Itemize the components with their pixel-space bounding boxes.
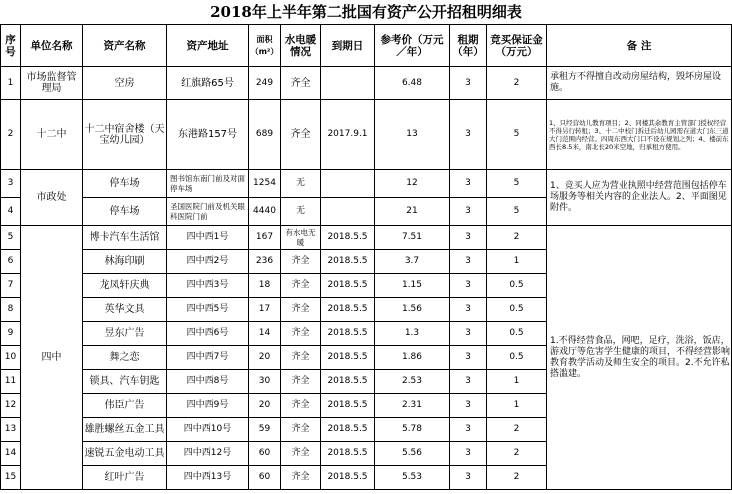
cell-utilities: 齐全 [281,394,321,418]
cell-asset-name: 昱东广告 [83,322,167,346]
cell-term: 3 [450,442,487,466]
table-row [1,226,732,250]
cell-term: 3 [450,100,487,170]
cell-ref-price: 13 [375,100,450,170]
cell-utilities: 齐全 [281,442,321,466]
cell-deposit: 1 [487,370,547,394]
cell-area: 17 [249,298,281,322]
cell-utilities: 有水电无暖 [281,226,321,250]
cell-area: 59 [249,418,281,442]
cell-utilities: 齐全 [281,274,321,298]
cell-term: 3 [450,370,487,394]
cell-asset-name: 空房 [83,67,167,100]
cell-due-date: 2018.5.5 [321,298,375,322]
cell-area: 20 [249,346,281,370]
cell-asset-addr: 圣国医院门前及机关眼科医院门前 [167,198,249,226]
cell-ref-price: 1.56 [375,298,450,322]
cell-seq: 8 [1,298,21,322]
cell-asset-name: 英华文具 [83,298,167,322]
table-row [1,67,732,100]
cell-area: 1254 [249,170,281,198]
header-utilities: 水电暖情况 [281,25,321,67]
cell-area: 60 [249,442,281,466]
cell-utilities: 齐全 [281,466,321,490]
cell-asset-name: 舞之恋 [83,346,167,370]
cell-due-date: 2018.5.5 [321,370,375,394]
cell-term: 3 [450,198,487,226]
cell-term: 3 [450,394,487,418]
cell-asset-addr: 四中西8号 [167,370,249,394]
header-remarks: 备 注 [547,25,732,67]
cell-asset-name: 停车场 [83,198,167,226]
cell-ref-price: 6.48 [375,67,450,100]
cell-utilities: 齐全 [281,370,321,394]
cell-deposit: 1 [487,394,547,418]
cell-area: 167 [249,226,281,250]
cell-asset-name: 锁具、汽车钥匙 [83,370,167,394]
cell-ref-price: 2.53 [375,370,450,394]
cell-term: 3 [450,67,487,100]
cell-area: 689 [249,100,281,170]
cell-deposit: 5 [487,100,547,170]
cell-deposit: 2 [487,418,547,442]
cell-deposit: 5 [487,170,547,198]
cell-due-date: 2018.5.5 [321,418,375,442]
cell-unit: 市场监督管理局 [21,67,83,100]
cell-remark: 1、只经营幼儿教育项目；2、同楼其余教育主管部门授权经营不得另行转租；3、十二中校门拆迁后幼儿园需在道大门东三道大门范围内经营。四周东西大门口不设在规划之列；4、楼前东西长8.5米，南北长20米空地，归承租方使用。 [547,100,732,170]
cell-deposit: 2 [487,466,547,490]
cell-due-date: 2018.5.5 [321,442,375,466]
cell-deposit: 0.5 [487,322,547,346]
cell-ref-price: 5.53 [375,466,450,490]
cell-term: 3 [450,250,487,274]
cell-seq: 10 [1,346,21,370]
cell-utilities: 齐全 [281,100,321,170]
rental-table [0,24,732,490]
cell-asset-addr: 四中西7号 [167,346,249,370]
cell-seq: 13 [1,418,21,442]
cell-due-date: 2018.5.5 [321,274,375,298]
cell-seq: 1 [1,67,21,100]
cell-utilities: 齐全 [281,298,321,322]
cell-term: 3 [450,346,487,370]
cell-utilities: 齐全 [281,322,321,346]
cell-asset-name: 停车场 [83,170,167,198]
cell-asset-name: 雄胜螺丝五金工具 [83,418,167,442]
cell-seq: 9 [1,322,21,346]
cell-due-date [321,67,375,100]
table-row [1,100,732,170]
header-area: 面积（m²） [249,25,281,67]
cell-asset-addr: 东港路157号 [167,100,249,170]
cell-term: 3 [450,170,487,198]
cell-deposit: 2 [487,67,547,100]
cell-area: 236 [249,250,281,274]
cell-asset-addr: 四中西5号 [167,298,249,322]
cell-deposit: 2 [487,226,547,250]
cell-asset-addr: 四中西1号 [167,226,249,250]
cell-remark: 1、竞买人应为营业执照中经营范围包括停车场服务等相关内容的企业法人。2、平面图见附件。 [547,170,732,226]
cell-seq: 14 [1,442,21,466]
cell-seq: 4 [1,198,21,226]
header-row [1,25,732,67]
cell-ref-price: 5.78 [375,418,450,442]
cell-deposit: 5 [487,198,547,226]
cell-utilities: 无 [281,170,321,198]
cell-seq: 2 [1,100,21,170]
cell-asset-name: 林海印刷 [83,250,167,274]
cell-ref-price: 1.3 [375,322,450,346]
cell-deposit: 1 [487,250,547,274]
cell-asset-name: 十二中宿舍楼（天宝幼儿园） [83,100,167,170]
cell-asset-addr: 四中西6号 [167,322,249,346]
cell-ref-price: 3.7 [375,250,450,274]
cell-utilities: 齐全 [281,250,321,274]
cell-remark: 承租方不得擅自改动房屋结构，毁坏房屋设施。 [547,67,732,100]
cell-due-date [321,170,375,198]
cell-deposit: 0.5 [487,298,547,322]
table-row [1,170,732,198]
cell-area: 20 [249,394,281,418]
header-deposit: 竞买保证金（万元） [487,25,547,67]
cell-ref-price: 1.15 [375,274,450,298]
cell-asset-addr: 红旗路65号 [167,67,249,100]
header-seq: 序号 [1,25,21,67]
cell-asset-name: 博卡汽车生活馆 [83,226,167,250]
cell-seq: 6 [1,250,21,274]
header-unit: 单位名称 [21,25,83,67]
cell-term: 3 [450,418,487,442]
cell-area: 14 [249,322,281,346]
cell-due-date: 2018.5.5 [321,346,375,370]
cell-asset-name: 伟臣广告 [83,394,167,418]
cell-unit: 市政处 [21,170,83,226]
page-title: 2018年上半年第二批国有资产公开招租明细表 [210,3,522,21]
cell-area: 249 [249,67,281,100]
cell-seq: 3 [1,170,21,198]
cell-term: 3 [450,226,487,250]
cell-asset-addr: 四中西10号 [167,418,249,442]
cell-deposit: 2 [487,442,547,466]
cell-term: 3 [450,274,487,298]
cell-due-date [321,198,375,226]
cell-deposit: 0.5 [487,274,547,298]
cell-asset-name: 红叶广告 [83,466,167,490]
cell-area: 18 [249,274,281,298]
header-ref-price: 参考价（万元／年） [375,25,450,67]
cell-seq: 15 [1,466,21,490]
cell-utilities: 齐全 [281,346,321,370]
cell-ref-price: 5.56 [375,442,450,466]
cell-area: 30 [249,370,281,394]
header-term: 租期（年） [450,25,487,67]
cell-seq: 12 [1,394,21,418]
cell-due-date: 2018.5.5 [321,466,375,490]
cell-asset-name: 龙凤轩庆典 [83,274,167,298]
cell-asset-addr: 图书馆东南门前及对面停车场 [167,170,249,198]
cell-remark: 1.不得经营食品，网吧，足疗，洗浴，饭店，游戏厅等危害学生健康的项目，不得经营影响教育教学活动及师生安全的项目。2.不允许私搭滥建。 [547,226,732,490]
cell-area: 4440 [249,198,281,226]
cell-asset-addr: 四中西13号 [167,466,249,490]
cell-term: 3 [450,466,487,490]
header-asset-addr: 资产地址 [167,25,249,67]
cell-asset-addr: 四中西9号 [167,394,249,418]
cell-asset-addr: 四中西12号 [167,442,249,466]
cell-term: 3 [450,322,487,346]
cell-asset-addr: 四中西2号 [167,250,249,274]
cell-asset-addr: 四中西3号 [167,274,249,298]
cell-ref-price: 7.51 [375,226,450,250]
cell-due-date: 2018.5.5 [321,226,375,250]
cell-utilities: 齐全 [281,418,321,442]
header-due-date: 到期日 [321,25,375,67]
cell-ref-price: 2.31 [375,394,450,418]
cell-term: 3 [450,298,487,322]
cell-asset-name: 速锐五金电动工具 [83,442,167,466]
header-asset-name: 资产名称 [83,25,167,67]
cell-due-date: 2018.5.5 [321,250,375,274]
cell-seq: 11 [1,370,21,394]
cell-ref-price: 12 [375,170,450,198]
cell-seq: 5 [1,226,21,250]
cell-unit: 十二中 [21,100,83,170]
cell-ref-price: 21 [375,198,450,226]
cell-unit: 四中 [21,226,83,490]
cell-deposit: 0.5 [487,346,547,370]
cell-due-date: 2017.9.1 [321,100,375,170]
cell-due-date: 2018.5.5 [321,394,375,418]
cell-utilities: 无 [281,198,321,226]
cell-seq: 7 [1,274,21,298]
cell-utilities: 齐全 [281,67,321,100]
cell-ref-price: 1.86 [375,346,450,370]
cell-area: 60 [249,466,281,490]
cell-due-date: 2018.5.5 [321,322,375,346]
